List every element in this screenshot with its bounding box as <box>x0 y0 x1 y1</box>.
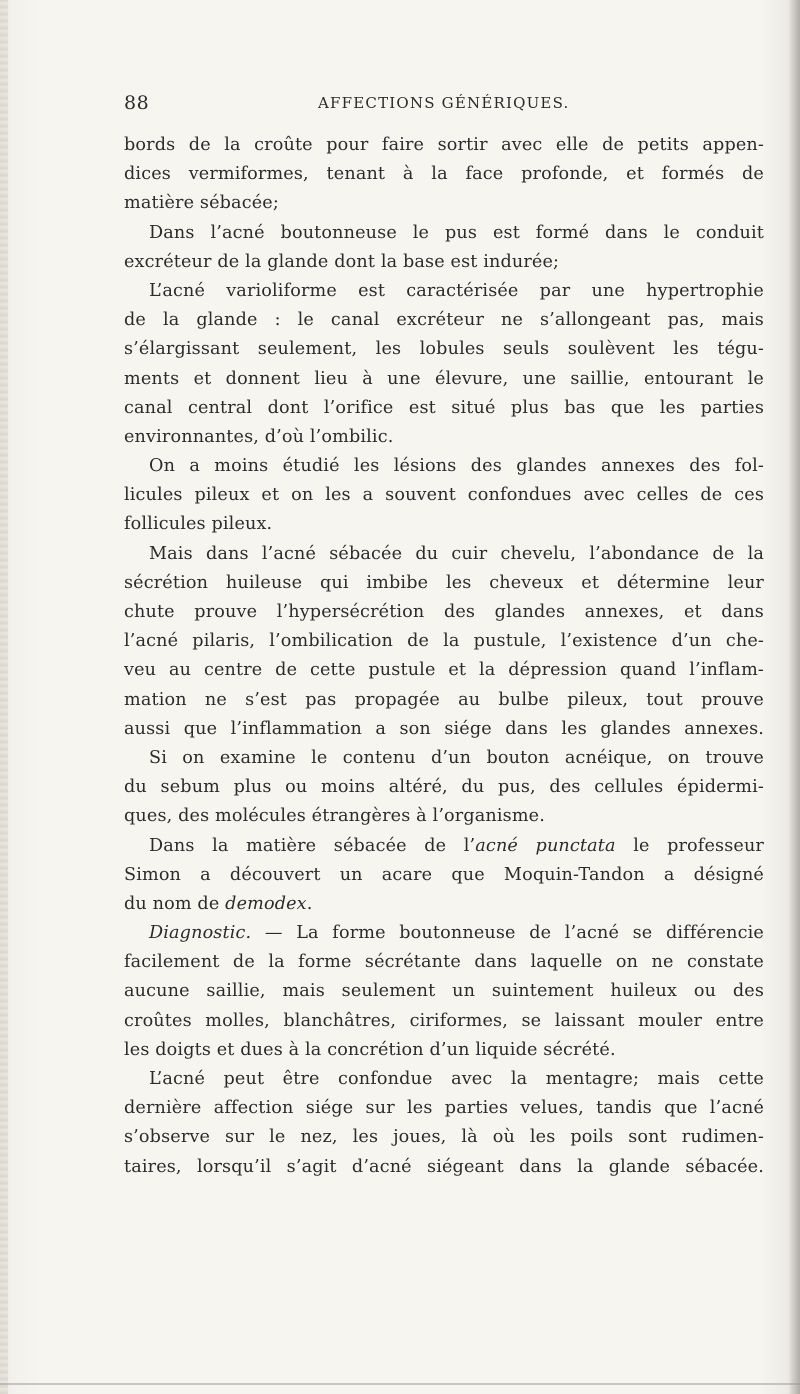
text-line: licules pileux et on les a souvent confondues avec celles de ces <box>124 485 764 506</box>
text-line: l’acné pilaris, l’ombilication de la pustule, l’existence d’un che- <box>124 631 764 652</box>
text-line: aucune saillie, mais seulement un suintement huileux ou des <box>124 981 764 1002</box>
text-line: environnantes, d’où l’ombilic. <box>124 426 394 447</box>
text-segment: le professeur <box>615 835 764 856</box>
text-line: du sebum plus ou moins altéré, du pus, des cellules épidermi- <box>124 777 764 798</box>
text-line: excréteur de la glande dont la base est indurée; <box>124 251 560 272</box>
text-line: follicules pileux. <box>124 514 273 535</box>
italic-term: demodex <box>225 893 307 914</box>
text-line: s’élargissant seulement, les lobules seuls soulèvent les tégu- <box>124 339 764 360</box>
italic-term: acné punctata <box>475 835 616 856</box>
page-number: 88 <box>124 92 150 114</box>
binding-edge <box>0 0 8 1394</box>
running-head: AFFECTIONS GÉNÉRIQUES. <box>318 94 570 112</box>
text-line: ments et donnent lieu à une élevure, une saillie, entourant le <box>124 368 764 389</box>
text-line: dices vermiformes, tenant à la face profonde, et formés de <box>124 164 764 185</box>
text-line: mation ne s’est pas propagée au bulbe pileux, tout prouve <box>124 689 764 710</box>
text-line: les doigts et dues à la concrétion d’un liquide sécrété. <box>124 1039 616 1060</box>
text-line: taires, lorsqu’il s’agit d’acné siégeant dans la glande sébacée. <box>124 1156 764 1177</box>
text-line: bords de la croûte pour faire sortir avec elle de petits appen- <box>124 135 764 155</box>
text-line: facilement de la forme sécrétante dans laquelle on ne constate <box>124 952 764 973</box>
body-text <box>124 131 764 1182</box>
text-line: canal central dont l’orifice est situé plus bas que les parties <box>124 397 764 418</box>
text-segment: — La forme boutonneuse de l’acné se différencie <box>251 923 764 944</box>
text-line: L’acné varioliforme est caractérisée par une hypertrophie <box>149 280 764 301</box>
text-line: s’observe sur le nez, les joues, là où les poils sont rudimen- <box>124 1127 764 1148</box>
text-line: On a moins étudié les lésions des glandes annexes des fol- <box>149 456 764 477</box>
page-header <box>0 92 800 122</box>
text-segment: Dans la matière sébacée de l’ <box>149 835 476 856</box>
page-bottom-edge <box>0 1383 800 1385</box>
text-line-demodex <box>124 890 764 919</box>
text-segment: . <box>306 893 313 914</box>
text-line: chute prouve l’hypersécrétion des glandes annexes, et dans <box>124 602 764 622</box>
text-segment: du nom de <box>124 893 226 914</box>
text-line-acne-punctata <box>124 832 764 861</box>
text-line: L’acné peut être confondue avec la mentagre; mais cette <box>149 1069 764 1089</box>
text-line: de la glande : le canal excréteur ne s’allongeant pas, mais <box>124 310 764 331</box>
page-edge-shadow <box>790 0 800 1394</box>
text-line: Mais dans l’acné sébacée du cuir chevelu, l’abondance de la <box>149 543 764 564</box>
text-line: Simon a découvert un acare que Moquin-Tandon a désigné <box>124 864 764 885</box>
text-line: Dans l’acné boutonneuse le pus est formé dans le conduit <box>149 222 764 243</box>
section-heading-diagnostic: Diagnostic. <box>149 923 252 944</box>
text-line: dernière affection siége sur les parties velues, tandis que l’acné <box>124 1098 764 1119</box>
text-line: veu au centre de cette pustule et la dépression quand l’inflam- <box>124 660 764 681</box>
text-line: croûtes molles, blanchâtres, ciriformes, se laissant mouler entre <box>124 1010 764 1031</box>
text-line: sécrétion huileuse qui imbibe les cheveux et détermine leur <box>124 572 764 593</box>
text-line: ques, des molécules étrangères à l’organisme. <box>124 806 545 827</box>
text-line-diagnostic <box>124 919 764 948</box>
text-line: matière sébacée; <box>124 193 279 214</box>
text-line: Si on examine le contenu d’un bouton acnéique, on trouve <box>149 747 764 768</box>
text-line: aussi que l’inflammation a son siége dans les glandes annexes. <box>124 718 764 739</box>
